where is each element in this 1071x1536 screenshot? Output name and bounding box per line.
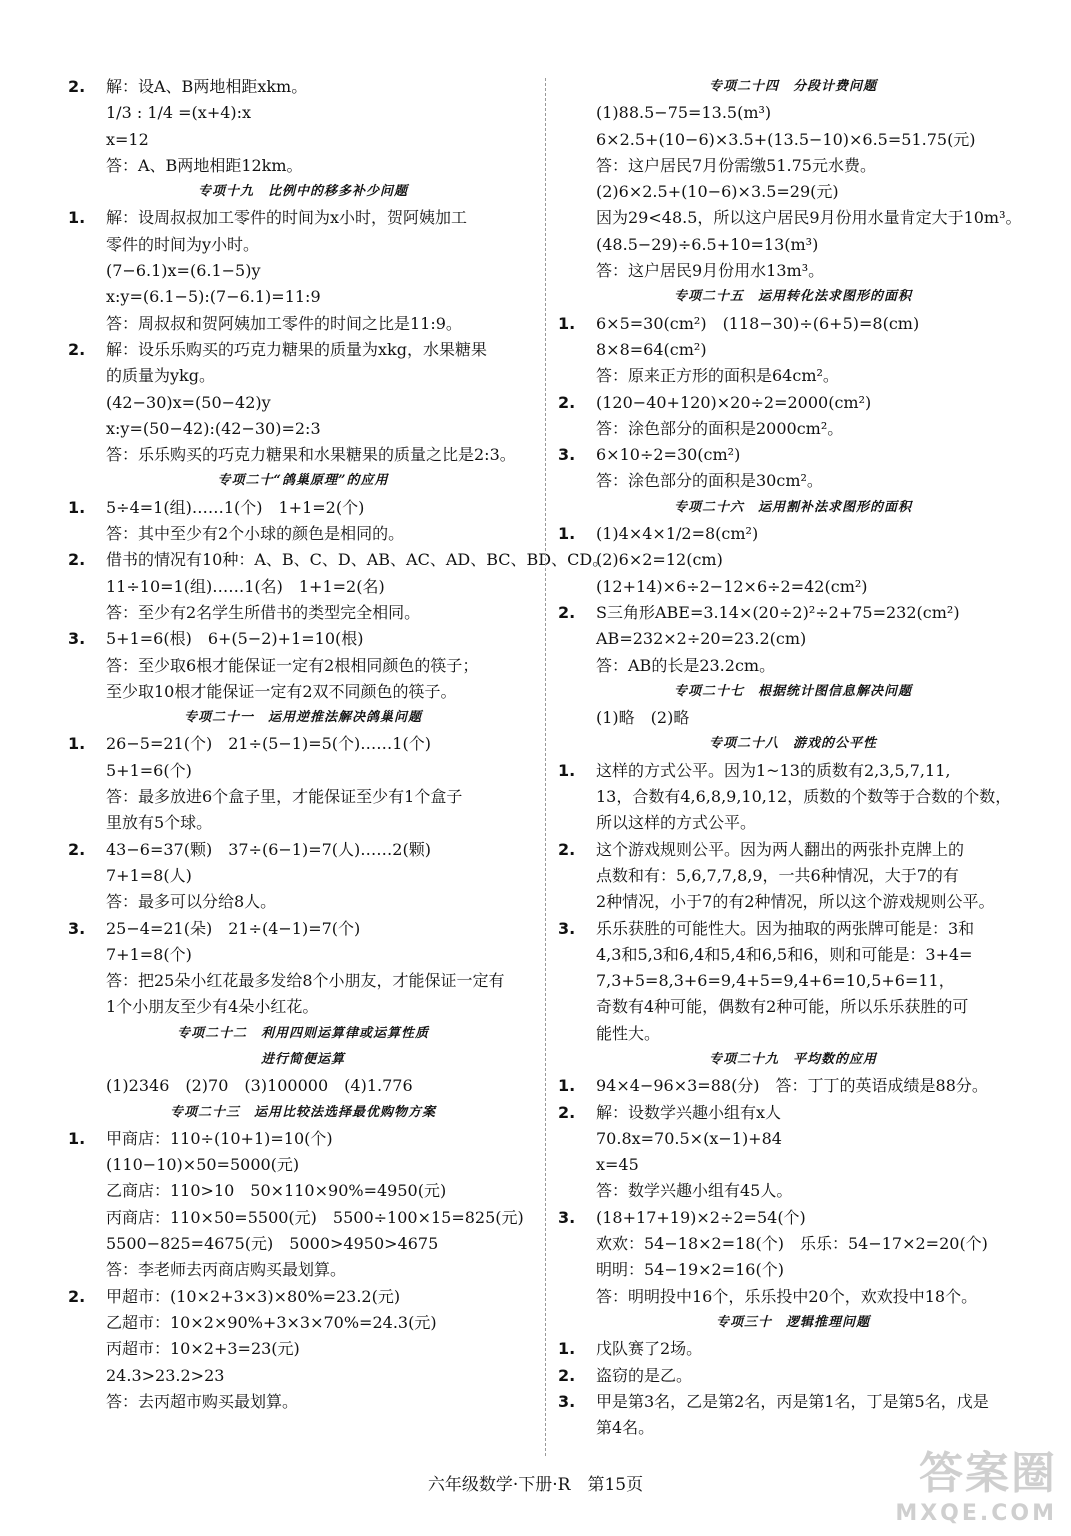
answer-line bbox=[558, 1073, 1028, 1099]
answer-text: 欢欢：54−18×2=18(个) 乐乐：54−17×2=20(个) bbox=[596, 1234, 988, 1254]
answer-text: 答：乐乐购买的巧克力糖果和水果糖果的质量之比是2:3。 bbox=[106, 445, 516, 465]
question-number: 2. bbox=[68, 839, 86, 859]
answer-line bbox=[68, 810, 538, 836]
answer-line bbox=[558, 600, 1028, 626]
answer-text: 能性大。 bbox=[596, 1023, 661, 1043]
answer-text: 解：设乐乐购买的巧克力糖果的质量为xkg，水果糖果 bbox=[106, 339, 487, 359]
answer-line bbox=[68, 626, 538, 652]
question-number: 2. bbox=[68, 339, 86, 359]
answer-line bbox=[68, 1363, 538, 1389]
answer-text: 1个小朋友至少有4朵小红花。 bbox=[106, 997, 319, 1017]
answer-line bbox=[558, 1336, 1028, 1362]
answer-text: x:y=(6.1−5):(7−6.1)=11:9 bbox=[106, 287, 321, 307]
question-number: 2. bbox=[68, 1286, 86, 1306]
section-heading: 专项二十八 游戏的公平性 bbox=[708, 736, 877, 752]
question-number: 1. bbox=[68, 497, 86, 517]
answer-line bbox=[68, 337, 538, 363]
answer-line bbox=[68, 731, 538, 757]
answer-text: 6×5=30(cm²) (118−30)÷(6+5)=8(cm) bbox=[596, 313, 920, 333]
answer-line bbox=[68, 653, 538, 679]
answer-text: 解：设周叔叔加工零件的时间为x小时，贺阿姨加工 bbox=[106, 208, 468, 228]
answer-line bbox=[558, 1126, 1028, 1152]
answer-text: 5÷4=1(组)……1(个) 1+1=2(个) bbox=[106, 497, 365, 517]
answer-text: 7,3+5=8,3+6=9,4+5=9,4+6=10,5+6=11， bbox=[596, 971, 955, 991]
answer-text: 零件的时间为y小时。 bbox=[106, 234, 260, 254]
answer-text: 70.8x=70.5×(x−1)+84 bbox=[596, 1128, 782, 1148]
answer-line bbox=[558, 442, 1028, 468]
answer-line bbox=[68, 600, 538, 626]
answer-text: 甲商店：110÷(10+1)=10(个) bbox=[106, 1128, 333, 1148]
answer-line bbox=[68, 1389, 538, 1415]
answer-line bbox=[558, 653, 1028, 679]
answer-text: (2)6×2=12(cm) bbox=[596, 550, 723, 570]
watermark-top: 答案圈 bbox=[919, 1448, 1057, 1499]
question-number: 3. bbox=[68, 918, 86, 938]
answer-line bbox=[68, 863, 538, 889]
question-number: 2. bbox=[558, 839, 576, 859]
answer-text: 13，合数有4,6,8,9,10,12，质数的个数等于合数的个数， bbox=[596, 787, 1012, 807]
answer-line bbox=[68, 442, 538, 468]
answer-line bbox=[68, 258, 538, 284]
answer-text: 答：李老师去丙商店购买最划算。 bbox=[106, 1260, 347, 1280]
answer-line bbox=[68, 1310, 538, 1336]
answer-line bbox=[558, 1284, 1028, 1310]
answer-text: 答：原来正方形的面积是64cm²。 bbox=[596, 366, 839, 386]
answer-text: 这样的方式公平。因为1~13的质数有2,3,5,7,11, bbox=[596, 760, 951, 780]
answer-line bbox=[68, 232, 538, 258]
answer-text: 7+1=8(人) bbox=[106, 865, 192, 885]
answer-text: 甲超市：(10×2+3×3)×80%=23.2(元) bbox=[106, 1286, 401, 1306]
answer-text: 因为29<48.5，所以这户居民9月份用水量肯定大于10m³。 bbox=[596, 208, 1022, 228]
question-number: 1. bbox=[558, 760, 576, 780]
answer-line bbox=[558, 1257, 1028, 1283]
answer-line bbox=[68, 968, 538, 994]
answer-text: 26−5=21(个) 21÷(5−1)=5(个)……1(个) bbox=[106, 734, 431, 754]
answer-text: (18+17+19)×2÷2=54(个) bbox=[596, 1207, 806, 1227]
answer-text: S三角形ABE=3.14×(20÷2)²÷2+75=232(cm²) bbox=[596, 602, 960, 622]
answer-line bbox=[558, 1363, 1028, 1389]
answer-line bbox=[558, 758, 1028, 784]
right-column bbox=[558, 74, 1028, 1441]
answer-line bbox=[68, 74, 538, 100]
answer-line bbox=[558, 521, 1028, 547]
answer-text: 6×10÷2=30(cm²) bbox=[596, 445, 741, 465]
answer-text: 乙商店：110>10 50×110×90%=4950(元) bbox=[106, 1181, 447, 1201]
answer-text: 答：A、B两地相距12km。 bbox=[106, 155, 303, 175]
answer-line bbox=[558, 179, 1028, 205]
answer-text: 答：去丙超市购买最划算。 bbox=[106, 1391, 299, 1411]
answer-line bbox=[68, 311, 538, 337]
answer-text: 所以这样的方式公平。 bbox=[596, 813, 757, 833]
answer-line bbox=[68, 284, 538, 310]
answer-text: 答：AB的长是23.2cm。 bbox=[596, 655, 776, 675]
answer-text: 11÷10=1(组)……1(名) 1+1=2(名) bbox=[106, 576, 385, 596]
answer-line bbox=[558, 1231, 1028, 1257]
question-number: 1. bbox=[558, 1076, 576, 1096]
answer-line bbox=[558, 1100, 1028, 1126]
answer-line bbox=[558, 784, 1028, 810]
answer-line bbox=[558, 626, 1028, 652]
answer-text: 答：最多放进6个盒子里，才能保证至少有1个盒子 bbox=[106, 787, 463, 807]
answer-line bbox=[558, 390, 1028, 416]
answer-text: 94×4−96×3=88(分) 答：丁丁的英语成绩是88分。 bbox=[596, 1076, 988, 1096]
answer-text: (12+14)×6÷2−12×6÷2=42(cm²) bbox=[596, 576, 868, 596]
section-heading: 专项二十九 平均数的应用 bbox=[708, 1051, 877, 1067]
question-number: 2. bbox=[68, 550, 86, 570]
answer-line bbox=[68, 521, 538, 547]
answer-line bbox=[558, 1389, 1028, 1415]
answer-line bbox=[558, 1178, 1028, 1204]
answer-line bbox=[558, 258, 1028, 284]
answer-text: 丙超市：10×2+3=23(元) bbox=[106, 1339, 300, 1359]
answer-line bbox=[558, 837, 1028, 863]
section-heading: 专项二十五 运用转化法求图形的面积 bbox=[673, 289, 912, 305]
answer-line bbox=[68, 942, 538, 968]
answer-text: 答：其中至少有2个小球的颜色是相同的。 bbox=[106, 524, 405, 544]
answer-text: 5500−825=4675(元) 5000>4950>4675 bbox=[106, 1234, 439, 1254]
answer-line bbox=[68, 1336, 538, 1362]
answer-text: 43−6=37(颗) 37÷(6−1)=7(人)……2(颗) bbox=[106, 839, 431, 859]
answer-text: 答：明明投中16个，乐乐投中20个，欢欢投中18个。 bbox=[596, 1286, 978, 1306]
answer-text: 解：设数学兴趣小组有x人 bbox=[596, 1102, 782, 1122]
answer-text: 答：把25朵小红花最多发给8个小朋友，才能保证一定有 bbox=[106, 971, 505, 991]
answer-text: 明明：54−19×2=16(个) bbox=[596, 1260, 784, 1280]
answer-text: 答：至少有2名学生所借书的类型完全相同。 bbox=[106, 602, 421, 622]
answer-text: x=12 bbox=[106, 129, 149, 149]
answer-line bbox=[68, 758, 538, 784]
watermark-bottom: MXQE.COM bbox=[895, 1501, 1057, 1526]
answer-text: (48.5−29)÷6.5+10=13(m³) bbox=[596, 234, 819, 254]
answer-line bbox=[558, 363, 1028, 389]
answer-line bbox=[558, 1205, 1028, 1231]
answer-text: AB=232×2÷20=23.2(cm) bbox=[596, 629, 807, 649]
question-number: 1. bbox=[68, 208, 86, 228]
question-number: 3. bbox=[558, 445, 576, 465]
question-number: 2. bbox=[558, 1365, 576, 1385]
answer-text: (110−10)×50=5000(元) bbox=[106, 1155, 300, 1175]
answer-line bbox=[68, 994, 538, 1020]
answer-line bbox=[68, 837, 538, 863]
answer-text: 借书的情况有10种：A、B、C、D、AB、AC、AD、BC、BD、CD。 bbox=[106, 550, 609, 570]
section-heading: 专项二十四 分段计费问题 bbox=[708, 79, 877, 94]
answer-line bbox=[558, 416, 1028, 442]
answer-text: 奇数有4种可能，偶数有2种可能，所以乐乐获胜的可 bbox=[596, 997, 969, 1017]
section-heading: 专项二十七 根据统计图信息解决问题 bbox=[673, 683, 912, 699]
question-number: 2. bbox=[558, 1102, 576, 1122]
section-heading: 专项二十一 运用逆推法解决鸽巢问题 bbox=[183, 710, 422, 726]
answer-line bbox=[68, 1257, 538, 1283]
answer-text: 7+1=8(个) bbox=[106, 944, 192, 964]
answer-text: (1)88.5−75=13.5(m³) bbox=[596, 103, 772, 123]
section-heading: 专项二十三 运用比较法选择最优购物方案 bbox=[169, 1104, 436, 1120]
answer-line bbox=[558, 127, 1028, 153]
left-column bbox=[68, 74, 609, 1415]
answer-text: x:y=(50−42):(42−30)=2:3 bbox=[106, 418, 321, 438]
answer-text: 5+1=6(个) bbox=[106, 760, 192, 780]
answer-line bbox=[558, 942, 1028, 968]
answer-text: 答：涂色部分的面积是30cm²。 bbox=[596, 471, 823, 491]
answer-line bbox=[68, 1284, 538, 1310]
answer-text: 4,3和5,3和6,4和5,4和6,5和6，则和可能是：3+4= bbox=[596, 944, 973, 964]
answer-line bbox=[558, 574, 1028, 600]
section-heading: 专项二十二 利用四则运算律或运算性质 bbox=[176, 1025, 429, 1041]
answer-line bbox=[68, 574, 538, 600]
answer-line bbox=[68, 1152, 538, 1178]
section-heading: 专项十九 比例中的移多补少问题 bbox=[197, 184, 408, 200]
answer-line bbox=[558, 1152, 1028, 1178]
answer-line bbox=[558, 916, 1028, 942]
answer-line bbox=[558, 468, 1028, 494]
answer-text: 1/3 : 1/4 =(x+4):x bbox=[106, 103, 252, 123]
answer-line bbox=[68, 1205, 538, 1231]
answer-line bbox=[68, 153, 538, 179]
answer-line bbox=[558, 311, 1028, 337]
answer-line bbox=[68, 127, 538, 153]
answer-text: 乙超市：10×2×90%+3×3×70%=24.3(元) bbox=[106, 1312, 437, 1332]
answer-line bbox=[558, 705, 1028, 731]
answer-line bbox=[558, 153, 1028, 179]
question-number: 2. bbox=[558, 392, 576, 412]
answer-line bbox=[68, 1178, 538, 1204]
answer-text: 丙商店：110×50=5500(元) 5500÷100×15=825(元) bbox=[106, 1207, 524, 1227]
answer-text: 这个游戏规则公平。因为两人翻出的两张扑克牌上的 bbox=[596, 839, 965, 859]
question-number: 1. bbox=[558, 1339, 576, 1359]
answer-text: 6×2.5+(10−6)×3.5+(13.5−10)×6.5=51.75(元) bbox=[596, 129, 976, 149]
answer-line bbox=[68, 100, 538, 126]
answer-line bbox=[68, 679, 538, 705]
section-heading: 专项三十 逻辑推理问题 bbox=[715, 1314, 870, 1330]
answer-line bbox=[68, 784, 538, 810]
answer-text: 答：这户居民7月份需缴51.75元水费。 bbox=[596, 155, 876, 175]
answer-text: (42−30)x=(50−42)y bbox=[106, 392, 271, 412]
answer-text: 戊队赛了2场。 bbox=[596, 1339, 703, 1359]
answer-line bbox=[558, 994, 1028, 1020]
answer-text: 答：周叔叔和贺阿姨加工零件的时间之比是11:9。 bbox=[106, 313, 462, 333]
answer-text: 第4名。 bbox=[596, 1418, 655, 1438]
answer-line bbox=[68, 390, 538, 416]
question-number: 1. bbox=[558, 313, 576, 333]
answer-text: 盗窃的是乙。 bbox=[596, 1365, 693, 1385]
section-heading: 专项二十“鸽巢原理”的应用 bbox=[217, 473, 389, 489]
answer-line bbox=[68, 1073, 538, 1099]
answer-text: 答：至少取6根才能保证一定有2根相同颜色的筷子； bbox=[106, 655, 479, 675]
watermark-logo bbox=[895, 1437, 1057, 1526]
answer-text: 5+1=6(根) 6+(5−2)+1=10(根) bbox=[106, 629, 364, 649]
answer-text: 里放有5个球。 bbox=[106, 813, 213, 833]
answer-text: (1)2346 (2)70 (3)100000 (4)1.776 bbox=[106, 1076, 413, 1096]
answer-line bbox=[558, 232, 1028, 258]
answer-line bbox=[558, 863, 1028, 889]
answer-line bbox=[68, 547, 609, 573]
question-number: 3. bbox=[68, 629, 86, 649]
answer-text: 8×8=64(cm²) bbox=[596, 339, 707, 359]
answer-text: (120−40+120)×20÷2=2000(cm²) bbox=[596, 392, 872, 412]
answer-text: 24.3>23.2>23 bbox=[106, 1365, 225, 1385]
question-number: 2. bbox=[558, 602, 576, 622]
answer-line bbox=[68, 495, 538, 521]
answer-line bbox=[68, 416, 538, 442]
answer-text: 至少取10根才能保证一定有2双不同颜色的筷子。 bbox=[106, 681, 457, 701]
answer-text: 答：最多可以分给8人。 bbox=[106, 892, 277, 912]
answer-text: 答：涂色部分的面积是2000cm²。 bbox=[596, 418, 844, 438]
answer-text: 解：设A、B两地相距xkm。 bbox=[106, 77, 308, 96]
question-number: 2. bbox=[68, 77, 86, 96]
answer-text: (2)6×2.5+(10−6)×3.5=29(元) bbox=[596, 182, 839, 202]
answer-line bbox=[558, 889, 1028, 915]
answer-line bbox=[558, 1021, 1028, 1047]
page-footer: 六年级数学·下册·R 第15页 bbox=[427, 1475, 644, 1495]
answer-line bbox=[68, 205, 538, 231]
section-heading: 进行简便运算 bbox=[260, 1051, 345, 1067]
answer-line bbox=[68, 889, 538, 915]
question-number: 3. bbox=[558, 1207, 576, 1227]
answer-line bbox=[558, 205, 1028, 231]
answer-text: x=45 bbox=[596, 1155, 639, 1175]
question-number: 3. bbox=[558, 918, 576, 938]
answer-line bbox=[558, 810, 1028, 836]
answer-line bbox=[558, 547, 1028, 573]
answer-text: (1)4×4×1/2=8(cm²) bbox=[596, 524, 759, 544]
answer-text: 的质量为ykg。 bbox=[106, 366, 215, 386]
question-number: 1. bbox=[68, 1128, 86, 1148]
answer-line bbox=[558, 968, 1028, 994]
answer-text: 答：这户居民9月份用水13m³。 bbox=[596, 261, 825, 281]
answer-text: (1)略 (2)略 bbox=[596, 708, 690, 728]
answer-text: 2种情况，小于7的有2种情况，所以这个游戏规则公平。 bbox=[596, 892, 995, 912]
section-heading: 专项二十六 运用割补法求图形的面积 bbox=[673, 499, 912, 515]
answer-text: (7−6.1)x=(6.1−5)y bbox=[106, 261, 261, 281]
answer-line bbox=[68, 916, 538, 942]
answer-line bbox=[558, 100, 1028, 126]
answer-text: 甲是第3名，乙是第2名，丙是第1名，丁是第5名，戊是 bbox=[596, 1391, 989, 1411]
answer-text: 答：数学兴趣小组有45人。 bbox=[596, 1181, 793, 1201]
column-divider bbox=[545, 78, 546, 1456]
answer-text: 乐乐获胜的可能性大。因为抽取的两张牌可能是：3和 bbox=[596, 918, 975, 938]
answer-line bbox=[558, 337, 1028, 363]
answer-line bbox=[68, 363, 538, 389]
question-number: 1. bbox=[68, 734, 86, 754]
answer-text: 25−4=21(朵) 21÷(4−1)=7(个) bbox=[106, 918, 361, 938]
answer-line bbox=[68, 1231, 538, 1257]
answer-text: 点数和有：5,6,7,7,8,9，一共6种情况，大于7的有 bbox=[596, 865, 959, 885]
question-number: 1. bbox=[558, 524, 576, 544]
question-number: 3. bbox=[558, 1391, 576, 1411]
answer-line bbox=[68, 1126, 538, 1152]
